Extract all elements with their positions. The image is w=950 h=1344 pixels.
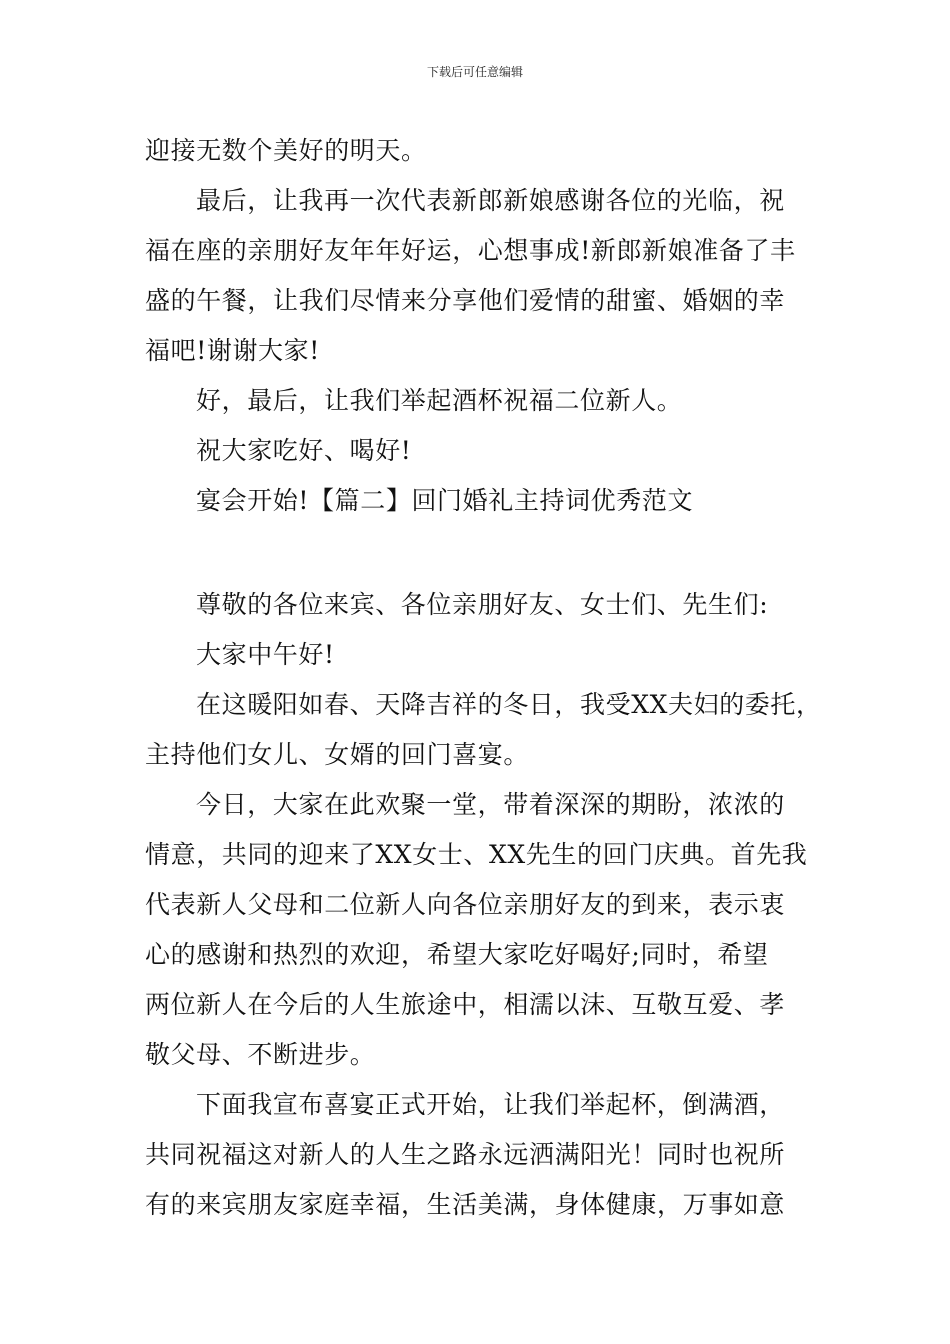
- text-line: 情意，共同的迎来了XX女士、XX先生的回门庆典。首先我: [145, 840, 808, 869]
- salutation-line: 尊敬的各位来宾、各位亲朋好友、女士们、先生们:: [196, 590, 769, 619]
- blank-line: [145, 526, 825, 580]
- text-line: 两位新人在今后的人生旅途中，相濡以沫、互敬互爱、孝: [145, 990, 786, 1019]
- text-line: 心的感谢和热烈的欢迎，希望大家吃好喝好;同时，希望: [145, 940, 769, 969]
- text-line: 在这暖阳如春、天降吉祥的冬日，我受XX夫妇的委托，: [196, 690, 822, 719]
- text-line: 代表新人父母和二位新人向各位亲朋好友的到来，表示衷: [145, 890, 786, 919]
- text-line: 福在座的亲朋好友年年好运，心想事成!新郎新娘准备了丰: [145, 236, 796, 265]
- text-line: 迎接无数个美好的明天。: [145, 136, 427, 165]
- text-line: 敬父母、不断进步。: [145, 1040, 376, 1069]
- section-heading-line: 宴会开始!【篇二】回门婚礼主持词优秀范文: [196, 486, 694, 515]
- document-body: [145, 126, 825, 1230]
- text-line: 今日，大家在此欢聚一堂，带着深深的期盼，浓浓的: [196, 790, 785, 819]
- text-line: 下面我宣布喜宴正式开始，让我们举起杯，倒满酒，: [196, 1090, 785, 1119]
- greeting-line: 大家中午好!: [196, 640, 335, 669]
- text-line: 有的来宾朋友家庭幸福，生活美满，身体健康，万事如意: [145, 1190, 786, 1219]
- text-line: 最后，让我再一次代表新郎新娘感谢各位的光临，祝: [196, 186, 785, 215]
- text-line: 福吧!谢谢大家!: [145, 336, 320, 365]
- text-line: 祝大家吃好、喝好!: [196, 436, 412, 465]
- text-line: 好，最后，让我们举起酒杯祝福二位新人。: [196, 386, 683, 415]
- text-line: 主持他们女儿、女婿的回门喜宴。: [145, 740, 530, 769]
- page-header: 下载后可任意编辑: [426, 65, 523, 79]
- text-line: 共同祝福这对新人的人生之路永远洒满阳光！同时也祝所: [145, 1140, 786, 1169]
- text-line: 盛的午餐，让我们尽情来分享他们爱情的甜蜜、婚姻的幸: [145, 286, 786, 315]
